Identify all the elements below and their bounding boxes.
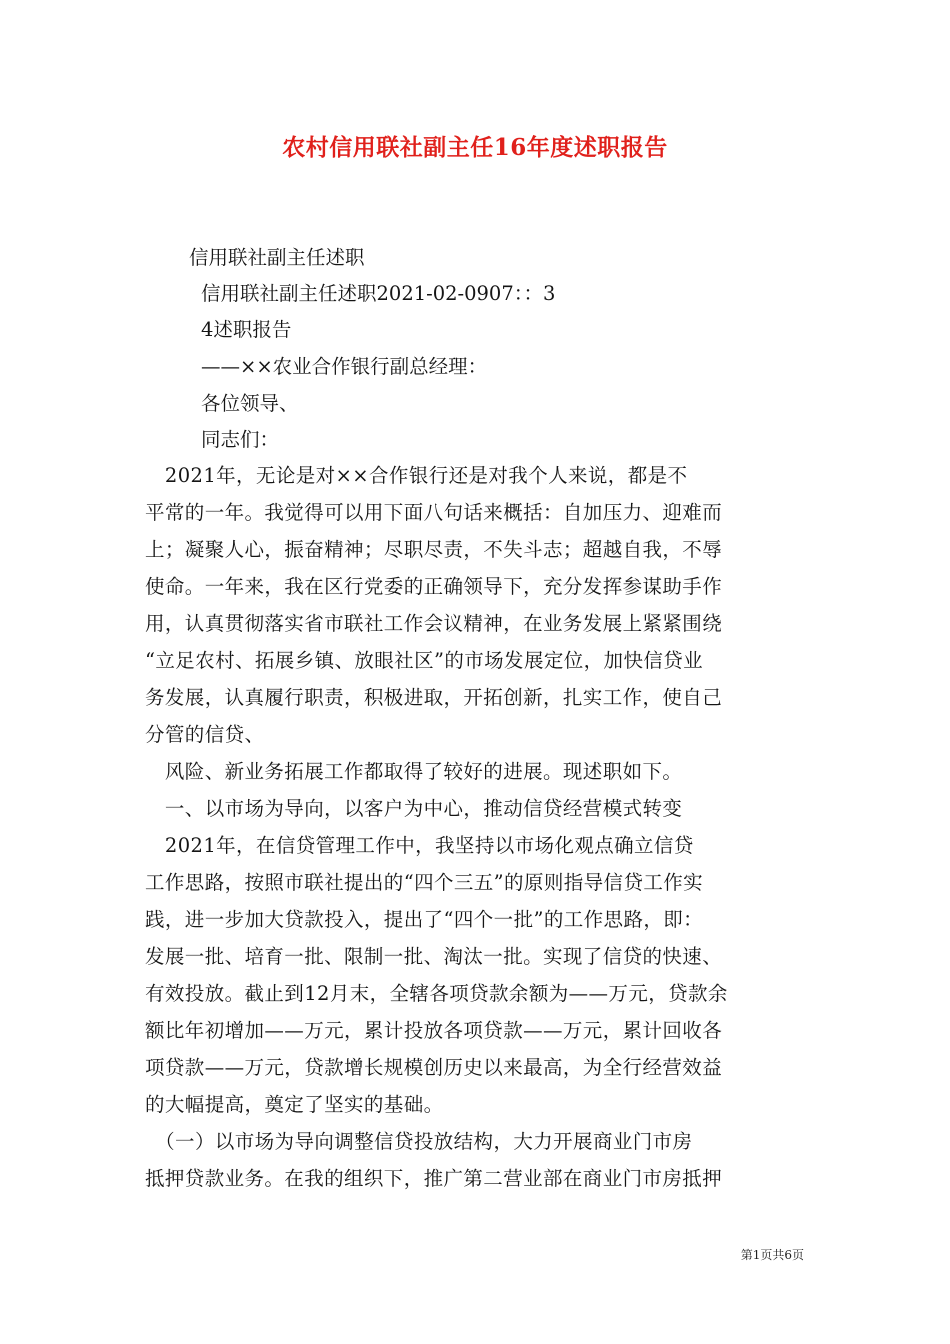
- header-line-3: 4述职报告: [201, 318, 292, 341]
- page-number-footer: 第1页共6页: [740, 1248, 804, 1262]
- body-line: 平常的一年。我觉得可以用下面八句话来概括：自加压力、迎难而: [145, 501, 723, 524]
- body-line: 分管的信贷、: [145, 723, 265, 746]
- document-body: [145, 457, 805, 1197]
- body-line: 一、以市场为导向，以客户为中心，推动信贷经营模式转变: [145, 797, 683, 820]
- body-line: 工作思路，按照市联社提出的“四个三五”的原则指导信贷工作实: [145, 871, 704, 894]
- body-line: 务发展，认真履行职责，积极进取，开拓创新，扎实工作，使自己: [145, 686, 723, 709]
- body-line: 额比年初增加——万元，累计投放各项贷款——万元，累计回收各: [145, 1019, 723, 1042]
- body-line: 使命。一年来，我在区行党委的正确领导下，充分发挥参谋助手作: [145, 575, 723, 598]
- body-line: （一）以市场为导向调整信贷投放结构，大力开展商业门市房: [145, 1130, 693, 1153]
- body-line: 项贷款——万元，贷款增长规模创历史以来最高，为全行经营效益: [145, 1056, 723, 1079]
- header-line-6: 同志们：: [201, 428, 280, 451]
- body-line: “立足农村、拓展乡镇、放眼社区”的市场发展定位，加快信贷业: [145, 649, 704, 672]
- document-title: 农村信用联社副主任16年度述职报告: [282, 134, 668, 161]
- body-line: 践，进一步加大贷款投入，提出了“四个一批”的工作思路，即：: [145, 908, 704, 931]
- header-line-2: 信用联社副主任述职2021-02-0907：：3: [201, 282, 556, 305]
- header-line-5: 各位领导、: [201, 392, 299, 415]
- body-line: 有效投放。截止到12月末，全辖各项贷款余额为——万元，贷款余: [145, 982, 728, 1005]
- body-line: 的大幅提高，奠定了坚实的基础。: [145, 1093, 444, 1116]
- body-line: 风险、新业务拓展工作都取得了较好的进展。现述职如下。: [145, 760, 683, 783]
- body-line: 上；凝聚人心，振奋精神；尽职尽责，不失斗志；超越自我，不辱: [145, 538, 723, 561]
- body-line: 发展一批、培育一批、限制一批、淘汰一批。实现了信贷的快速、: [145, 945, 723, 968]
- body-line: 2021年，无论是对××合作银行还是对我个人来说，都是不: [145, 464, 688, 487]
- body-line: 抵押贷款业务。在我的组织下，推广第二营业部在商业门市房抵押: [145, 1167, 723, 1190]
- header-line-1: 信用联社副主任述职: [189, 246, 365, 269]
- header-line-4: ——××农业合作银行副总经理：: [201, 355, 488, 378]
- body-line: 用，认真贯彻落实省市联社工作会议精神，在业务发展上紧紧围绕: [145, 612, 723, 635]
- body-line: 2021年，在信贷管理工作中，我坚持以市场化观点确立信贷: [145, 834, 694, 857]
